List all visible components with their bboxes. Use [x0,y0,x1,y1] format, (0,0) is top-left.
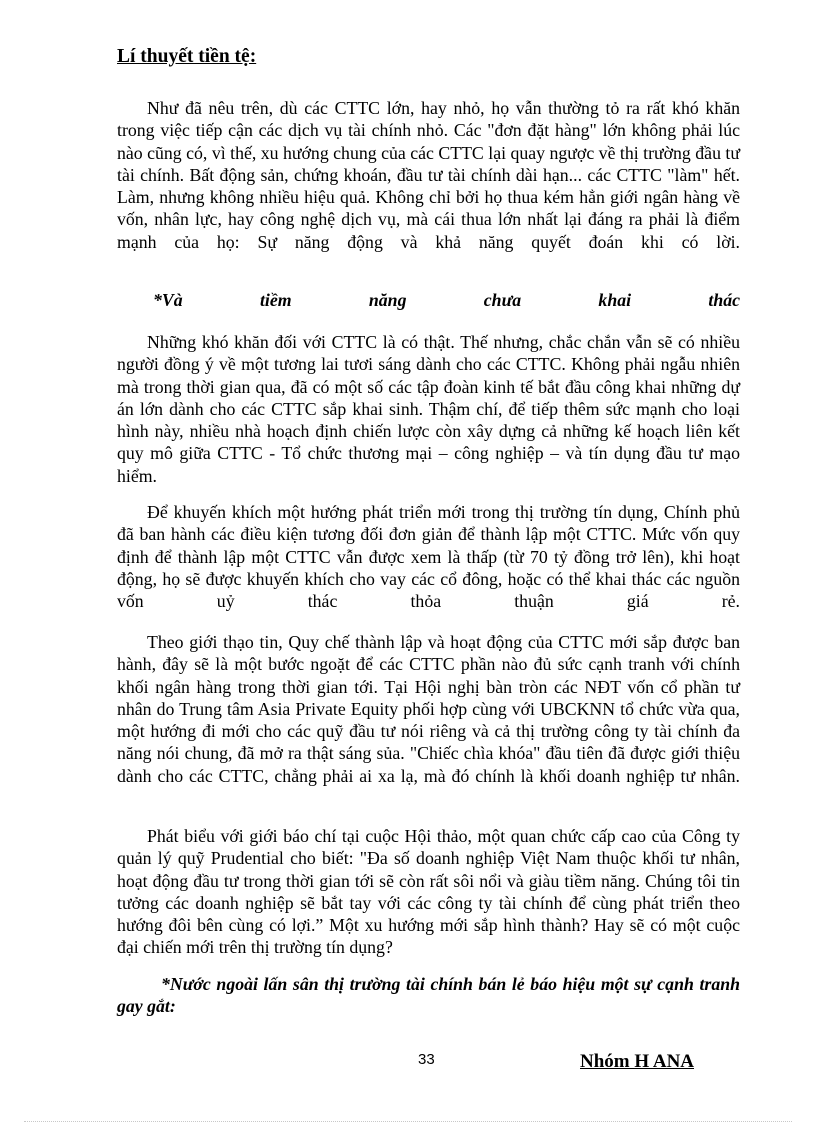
paragraph-1-block [117,97,740,253]
paragraph-5: Phát biểu với giới báo chí tại cuộc Hội thảo, một quan chức cấp cao của Công ty quản lý quỹ Prudential cho biết: "Đa số doanh nghiệp Việt Nam thuộc khối tư nhân, hoạt động đầu tư trong thời gian tới sẽ còn rất sôi nổi và giàu tiềm năng. Chúng tôi tin tưởng các doanh nghiệp sẽ bắt tay với các công ty tài chính để cùng phát triển theo hướng đôi bên cùng có lợi.” Một xu hướng mới sắp hình thành? Hay sẽ có một cuộc đại chiến mới trên thị trường tín dụng? [117,826,740,958]
section-heading: Lí thuyết tiền tệ: [117,46,257,67]
subheading-2-block [117,973,740,1018]
paragraph-4: Theo giới thạo tin, Quy chế thành lập và hoạt động của CTTC mới sắp được ban hành, đây sẽ là một bước ngoặt để các CTTC phần nào đủ sức cạnh tranh với chính khối ngân hàng trong thời gian tới. Tại Hội nghị bàn tròn các NĐT vốn cổ phần tư nhân do Trung tâm Asia Private Equity phối hợp cùng với UBCKNN tổ chức vừa qua, một hướng đi mới cho các quỹ đầu tư nói riêng và cả thị trường công ty tài chính đa năng nói chung, đã mở ra thật sáng sủa. "Chiếc chìa khóa" đầu tiên đã được giới thiệu dành cho các CTTC, chẳng phải ai xa lạ, mà đó chính là khối doanh nghiệp tư nhân. [117,632,740,786]
paragraph-2: Những khó khăn đối với CTTC là có thật. Thế nhưng, chắc chắn vẫn sẽ có nhiều người đồng ý về một tương lai tươi sáng dành cho các CTTC. Không phải ngẫu nhiên mà trong thời gian qua, đã có một số các tập đoàn kinh tế bắt đầu công khai những dự án lớn dành cho các CTTC sắp khai sinh. Thậm chí, để tiếp thêm sức mạnh cho loại hình này, nhiều nhà hoạch định chiến lược còn xây dựng cả những kế hoạch liên kết quy mô giữa CTTC - Tổ chức thương mại – công nghiệp – và tín dụng đầu tư mạo hiểm. [117,332,740,486]
page-bottom-divider [24,1121,792,1122]
paragraph-1: Như đã nêu trên, dù các CTTC lớn, hay nhỏ, họ vẫn thường tỏ ra rất khó khăn trong việc tiếp cận các dịch vụ tài chính nhỏ. Các "đơn đặt hàng" lớn không phải lúc nào cũng có, vì thế, xu hướng chung của các CTTC lại quay ngược về thị trường đầu tư tài chính. Bất động sản, chứng khoán, đầu tư tài chính dài hạn... các CTTC "làm" hết. Làm, nhưng không nhiều hiệu quả. Không chỉ bởi họ thua kém hẳn giới ngân hàng về vốn, nhân lực, hay công nghệ dịch vụ, mà cái thua lớn nhất lại đáng ra phải là điểm mạnh của họ: Sự năng động và khả năng quyết đoán khi có lời. [117,98,740,252]
subheading-1-block [117,289,740,311]
subheading-foreign-retail-finance: *Nước ngoài lấn sân thị trường tài chính bán lẻ báo hiệu một sự cạnh tranh gay gắt: [117,974,740,1017]
subheading-untapped-potential: *Và tiềm năng chưa khai thác [153,290,740,310]
paragraph-2-block [117,331,740,487]
paragraph-4-block [117,631,740,787]
page-number: 33 [418,1051,435,1068]
paragraph-5-block [117,825,740,959]
paragraph-3: Để khuyến khích một hướng phát triển mới trong thị trường tín dụng, Chính phủ đã ban hành các điều kiện tương đối đơn giản để thành lập một CTTC. Mức vốn quy định để thành lập một CTTC vẫn được xem là thấp (từ 70 tỷ đồng trở lên), khi hoạt động, họ sẽ được khuyến khích cho vay các cổ đông, hoặc có thể khai thác các nguồn vốn uỷ thác thỏa thuận giá rẻ. [117,502,740,612]
paragraph-3-block [117,501,740,612]
group-name: Nhóm H ANA [580,1051,695,1072]
